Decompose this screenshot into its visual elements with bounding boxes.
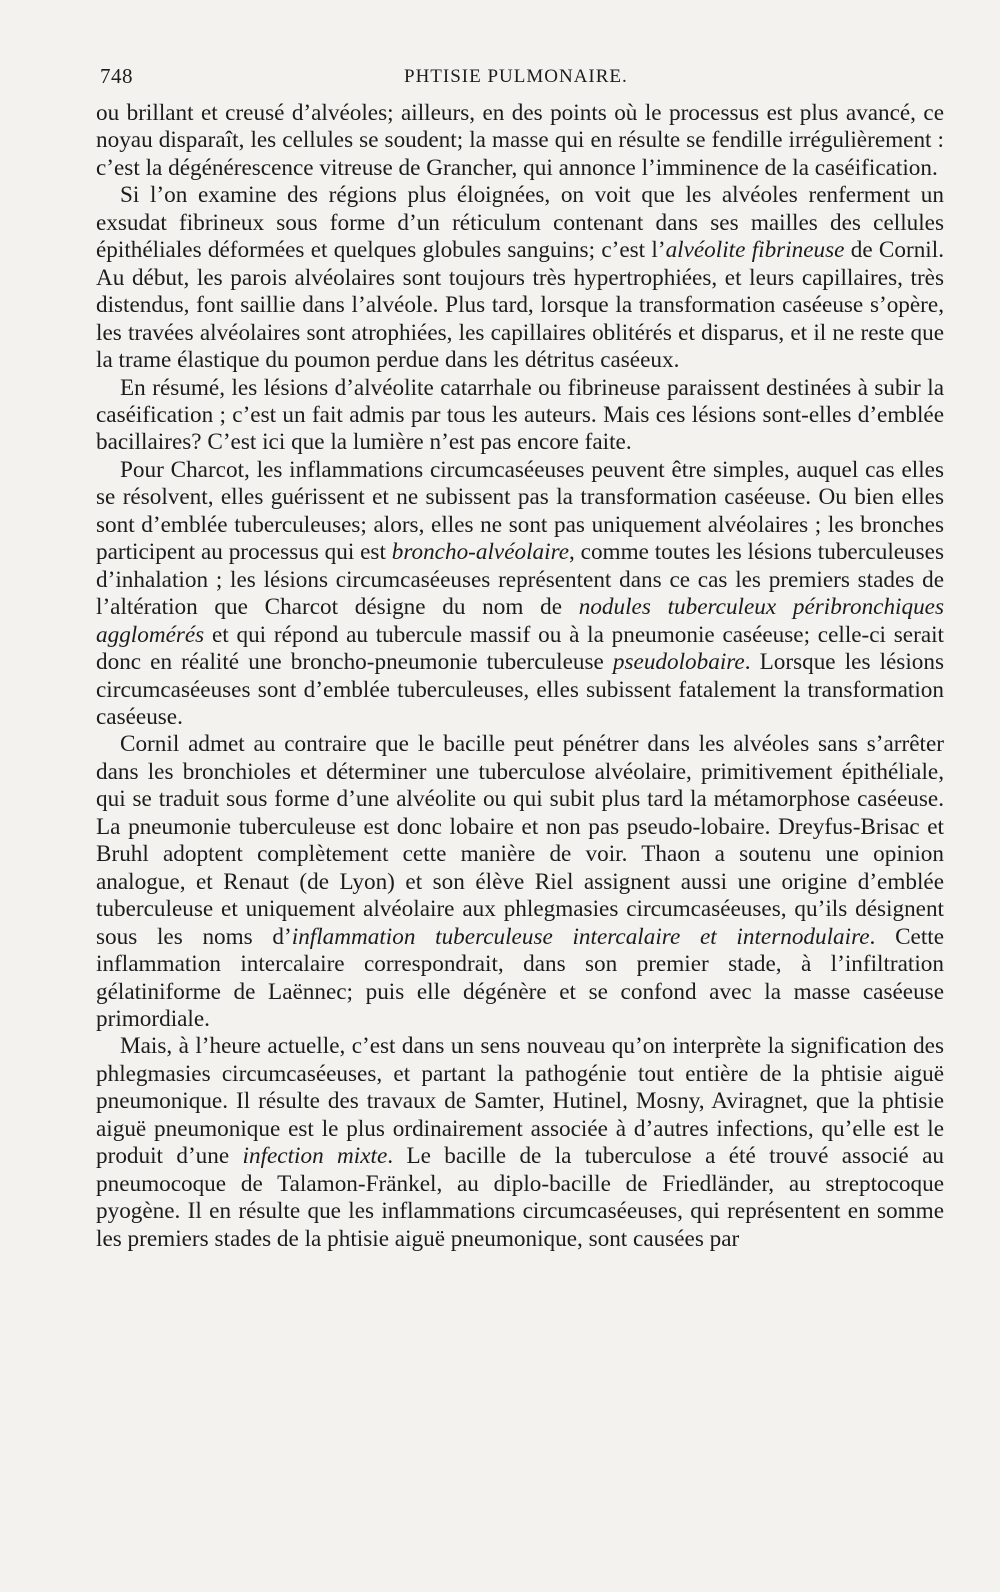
text-run: . Cette inflammation intercalaire correspondrait, dans son premier stade, à l’infiltration gélatiniforme de Laënnec; puis elle dégénère et se confond avec la masse caséeuse primordiale. [96, 923, 945, 1032]
text-run: , comme toutes les lésions tuberculeuses d’inhalation ; les lésions circumcaséeuses représentent dans ce cas les premiers stades de l’altération que Charcot désigne du nom de [96, 539, 944, 621]
page-number: 748 [100, 64, 133, 88]
body-text [96, 100, 944, 1253]
paragraph [96, 182, 944, 374]
text-run: . Le bacille de la tuberculose a été trouvé associé au pneumocoque de Talamon-Fränkel, au diplo-bacille de Friedländer, au streptocoque pyogène. Il en résulte que les inflammations circumcaséeuses, qui représentent en somme les premiers stades de la phtisie aiguë pneumonique, sont causées par [96, 1143, 944, 1252]
italic-term: nodules tuberculeux péribronchiques agglomérés [96, 594, 944, 648]
text-run: Si l’on examine des régions plus éloignées, on voit que les alvéoles renferment un exsudat fibrineux sous forme d’un réticulum contenant dans ses mailles des cellules épithéliales déformées et quelques globules sanguins; c’est l’ [96, 182, 944, 264]
text-run: . Lorsque les lésions circumcaséeuses sont d’emblée tuberculeuses, elles subissent fatalement la transformation caséeuse. [96, 649, 944, 730]
italic-term: broncho-alvéolaire [391, 539, 570, 566]
text-run: Pour Charcot, les inflammations circumcaséeuses peuvent être simples, auquel cas elles se résolvent, elles guérissent et ne subissent pas la transformation caséeuse. Ou bien elles sont d’emblée tuberculeuses; alors, elles ne sont pas uniquement alvéolaires ; les bronches participent au processus qui est [96, 456, 944, 566]
running-title: PHTISIE PULMONAIRE. [404, 66, 628, 87]
text-run: et qui répond au tubercule massif ou à la pneumonie caséeuse; celle-ci serait donc en réalité une broncho-pneumonie tuberculeuse [96, 621, 944, 676]
text-run: Cornil admet au contraire que le bacille peut pénétrer dans les alvéoles sans s’arrêter dans les bronchioles et déterminer une tuberculose alvéolaire, primitivement épithéliale, qui se traduit sous forme d’une alvéolite ou qui subit plus tard la métamorphose caséeuse. La pneumonie tuberculeuse est donc lobaire et non pas pseudo-lobaire. Dreyfus-Brisac et Bruhl adoptent complètement cette manière de voir. Thaon a soutenu une opinion analogue, et Renaut (de Lyon) et son élève Riel assignent aussi une origine d’emblée tuberculeuse et uniquement alvéolaire aux phlegmasies circumcaséeuses, qu’ils désignent sous les noms d’ [96, 731, 944, 950]
paragraph [96, 375, 944, 457]
text-run: de Cornil. Au début, les parois alvéolaires sont toujours très hypertrophiées, et leurs capillaires, très distendus, font saillie dans l’alvéole. Plus tard, lorsque la transformation caséeuse s’opère, les travées alvéolaires sont atrophiées, les capillaires oblitérés et disparus, et il ne reste que la trame élastique du poumon perdue dans les détritus caséeux. [96, 237, 944, 374]
text-run: Mais, à l’heure actuelle, c’est dans un sens nouveau qu’on interprète la signification des phlegmasies circumcaséeuses, et partant la pathogénie tout entière de la phtisie aiguë pneumonique. Il résulte des travaux de Samter, Hutinel, Mosny, Aviragnet, que la phtisie aiguë pneumonique est le plus ordinairement associée à d’autres infections, qu’elle est le produit d’une [96, 1033, 944, 1170]
italic-term: pseudolobaire [612, 649, 745, 676]
italic-term: inflammation tuberculeuse intercalaire et internodulaire [291, 923, 870, 950]
paragraph [96, 1033, 944, 1253]
text-run: ou brillant et creusé d’alvéoles; ailleurs, en des points où le processus est plus avancé, ce noyau disparaît, les cellules se soudent; la masse qui en résulte se fendille irrégulièrement : c’est la dégénérescence vitreuse de Grancher, qui annonce l’imminence de la caséification. [96, 100, 944, 181]
text-run: En résumé, les lésions d’alvéolite catarrhale ou fibrineuse paraissent destinées à subir la caséification ; c’est un fait admis par tous les auteurs. Mais ces lésions sont-elles d’emblée bacillaires? C’est ici que la lumière n’est pas encore faite. [96, 374, 944, 456]
paragraph [96, 731, 944, 1033]
running-head [94, 58, 944, 92]
italic-term: alvéolite fibrineuse [665, 237, 845, 264]
italic-term: infection mixte [242, 1143, 388, 1170]
paragraph [96, 457, 944, 732]
paragraph [96, 100, 944, 182]
